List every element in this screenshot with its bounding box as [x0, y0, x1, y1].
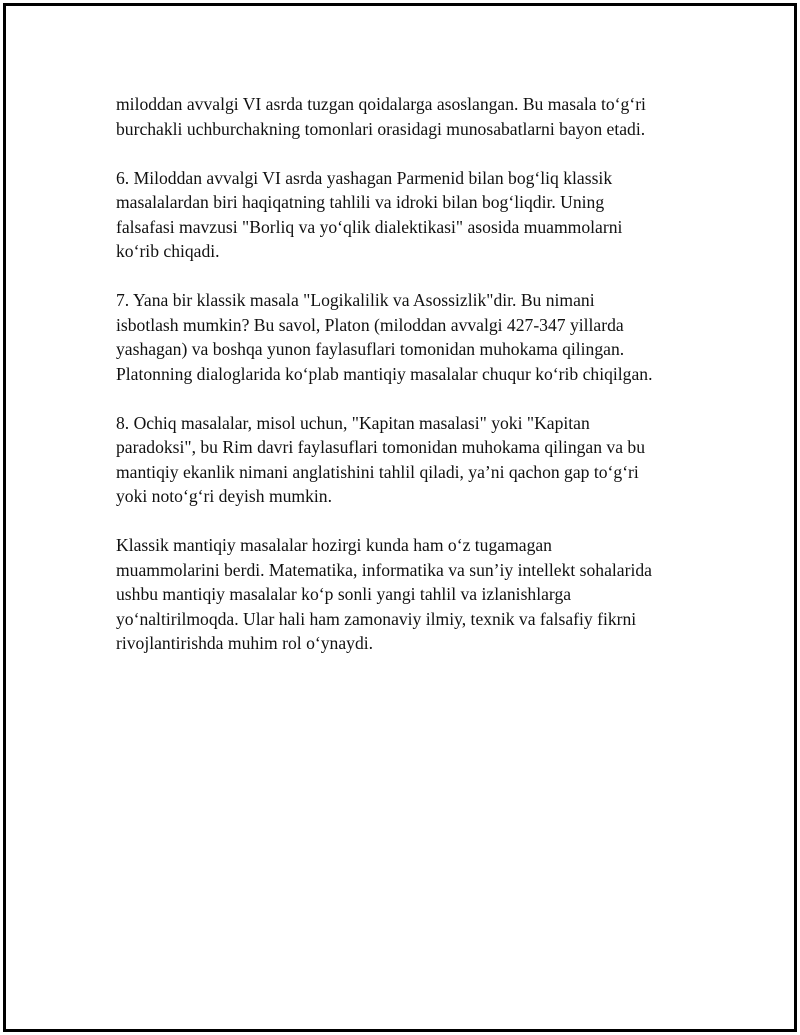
text-line: yoki noto‘g‘ri deyish mumkin.	[116, 486, 332, 506]
document-body	[116, 92, 686, 680]
paragraph-item-7	[116, 288, 686, 386]
text-line: Platonning dialoglarida ko‘plab mantiqiy masalalar chuqur ko‘rib chiqilgan.	[116, 363, 653, 384]
text-line: ko‘rib chiqadi.	[116, 241, 220, 261]
text-line: ushbu mantiqiy masalalar ko‘p sonli yangi tahlil va izlanishlarga	[116, 584, 572, 604]
paragraph-conclusion	[116, 533, 686, 656]
paragraph-item-8	[116, 411, 686, 509]
text-line: 8. Ochiq masalalar, misol uchun, "Kapitan masalasi" yoki "Kapitan	[116, 412, 590, 433]
paragraph-item-6	[116, 166, 686, 264]
text-line: muammolarini berdi. Matematika, informatika va sun’iy intellekt sohalarida	[116, 559, 652, 580]
paragraph-intro-continuation	[116, 92, 686, 141]
text-line: falsafasi mavzusi "Borliq va yo‘qlik dialektikasi" asosida muammolarni	[116, 216, 623, 237]
text-line: 6. Miloddan avvalgi VI asrda yashagan Parmenid bilan bog‘liq klassik	[116, 167, 613, 188]
text-line: mantiqiy ekanlik nimani anglatishini tahlil qiladi, ya’ni qachon gap to‘g‘ri	[116, 461, 639, 482]
text-line: miloddan avvalgi VI asrda tuzgan qoidalarga asoslangan. Bu masala to‘g‘ri	[116, 94, 646, 114]
text-line: yashagan) va boshqa yunon faylasuflari tomonidan muhokama qilingan.	[116, 339, 625, 359]
text-line: isbotlash mumkin? Bu savol, Platon (miloddan avvalgi 427-347 yillarda	[116, 314, 624, 335]
text-line: rivojlantirishda muhim rol o‘ynaydi.	[116, 633, 374, 653]
text-line: masalalardan biri haqiqatning tahlili va idroki bilan bog‘liqdir. Uning	[116, 192, 605, 212]
text-line: Klassik mantiqiy masalalar hozirgi kunda ham o‘z tugamagan	[116, 535, 552, 555]
text-line: 7. Yana bir klassik masala "Logikalilik va Asossizlik"dir. Bu nimani	[116, 290, 595, 310]
text-line: burchakli uchburchakning tomonlari orasidagi munosabatlarni bayon etadi.	[116, 118, 646, 139]
text-line: paradoksi", bu Rim davri faylasuflari tomonidan muhokama qilingan va bu	[116, 437, 646, 457]
text-line: yo‘naltirilmoqda. Ular hali ham zamonaviy ilmiy, texnik va falsafiy fikrni	[116, 608, 637, 629]
